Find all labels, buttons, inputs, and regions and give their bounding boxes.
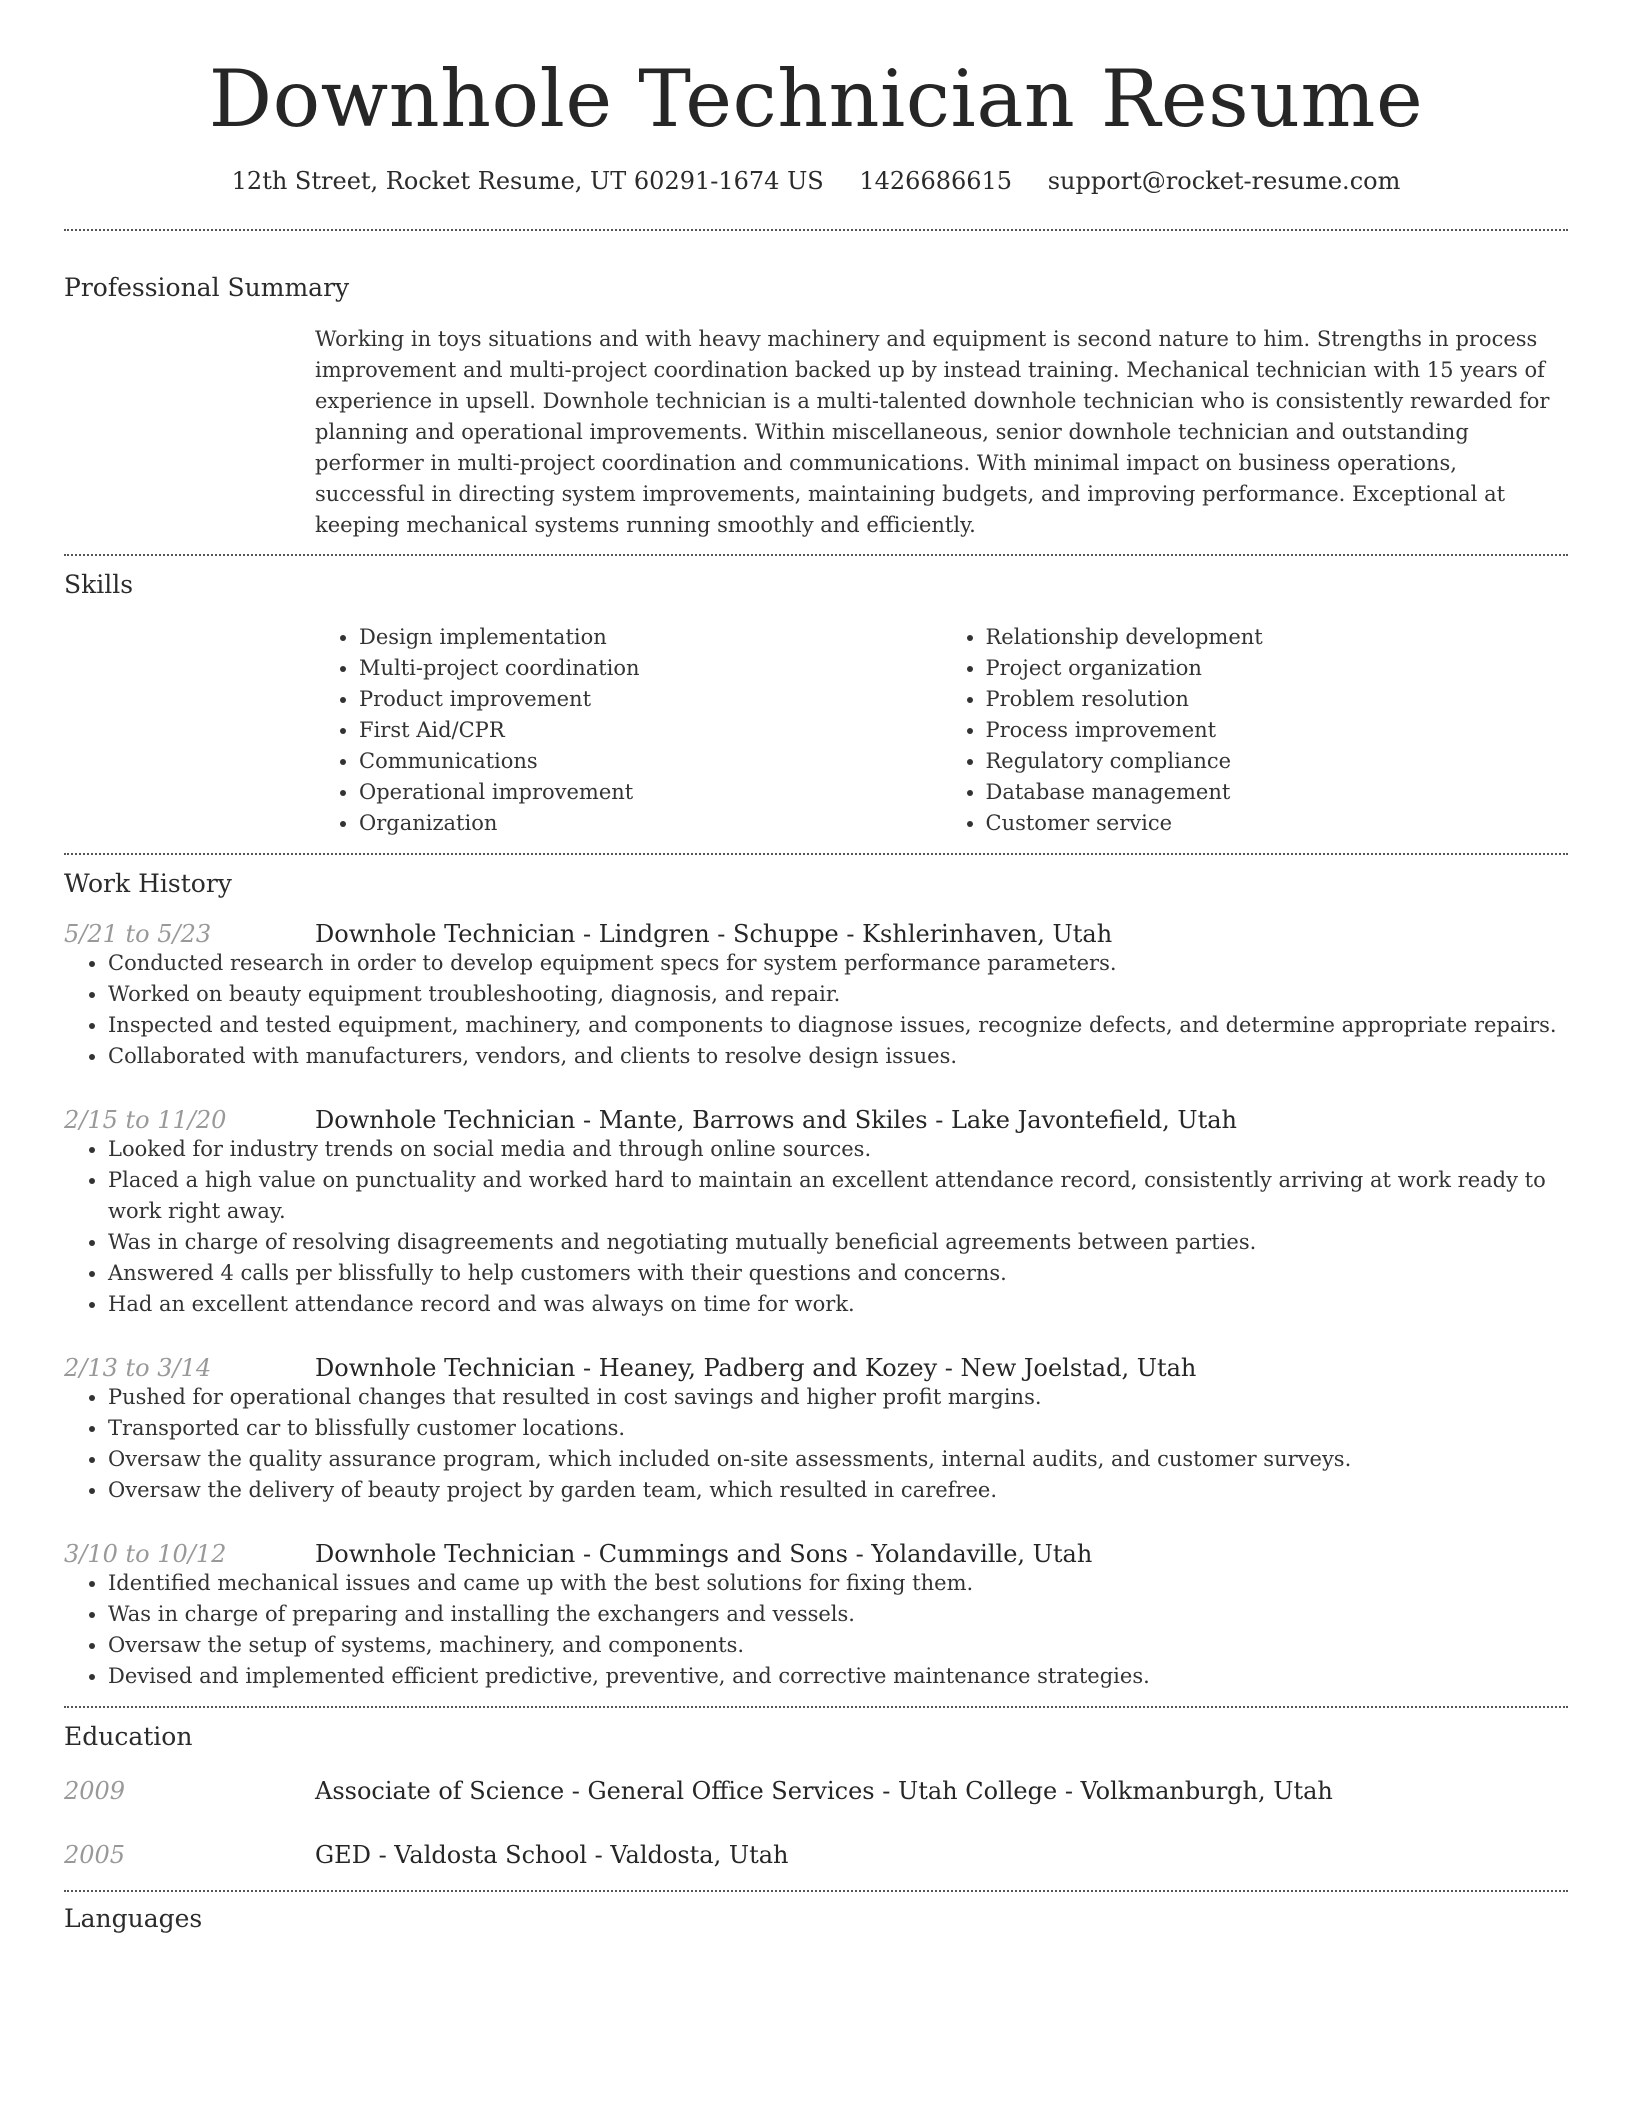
contact-line bbox=[64, 167, 1568, 195]
skill-item: • Project organization bbox=[986, 653, 1569, 684]
divider bbox=[64, 853, 1568, 855]
job-header bbox=[64, 1540, 1568, 1568]
job-bullet: • Identified mechanical issues and came up with the best solutions for fixing them. bbox=[108, 1568, 1568, 1599]
section-heading-education: Education bbox=[64, 1722, 193, 1751]
job-title: Downhole Technician - Heaney, Padberg and Kozey - New Joelstad, Utah bbox=[315, 1354, 1197, 1382]
skills-list bbox=[315, 622, 1568, 839]
divider bbox=[64, 1706, 1568, 1708]
job-bullet: • Devised and implemented efficient predictive, preventive, and corrective maintenance strategies. bbox=[108, 1661, 1568, 1692]
job-bullet: • Oversaw the delivery of beauty project by garden team, which resulted in carefree. bbox=[108, 1475, 1568, 1506]
job-dates: 2/13 to 3/14 bbox=[64, 1354, 212, 1382]
skill-item: • Database management bbox=[986, 777, 1569, 808]
job-bullets bbox=[64, 948, 1568, 1072]
skill-item: • Relationship development bbox=[986, 622, 1569, 653]
divider bbox=[64, 1890, 1568, 1892]
skill-item: • Product improvement bbox=[359, 684, 942, 715]
skills-column-right bbox=[942, 622, 1569, 839]
job-entry bbox=[64, 1540, 1568, 1692]
skill-item: • First Aid/CPR bbox=[359, 715, 942, 746]
skill-item: • Problem resolution bbox=[986, 684, 1569, 715]
job-bullet: • Conducted research in order to develop equipment specs for system performance parameters. bbox=[108, 948, 1568, 979]
contact-email: support@rocket-resume.com bbox=[1047, 167, 1401, 195]
section-heading-work: Work History bbox=[64, 869, 232, 898]
job-header bbox=[64, 1106, 1568, 1134]
job-bullet: • Was in charge of preparing and installing the exchangers and vessels. bbox=[108, 1599, 1568, 1630]
skill-item: • Organization bbox=[359, 808, 942, 839]
skill-item: • Design implementation bbox=[359, 622, 942, 653]
education-year: 2005 bbox=[64, 1841, 126, 1869]
job-title: Downhole Technician - Mante, Barrows and Skiles - Lake Javontefield, Utah bbox=[315, 1106, 1237, 1134]
job-header bbox=[64, 1354, 1568, 1382]
skill-item: • Communications bbox=[359, 746, 942, 777]
skill-item: • Regulatory compliance bbox=[986, 746, 1569, 777]
job-bullet: • Had an excellent attendance record and was always on time for work. bbox=[108, 1289, 1568, 1320]
job-bullet: • Oversaw the setup of systems, machinery, and components. bbox=[108, 1630, 1568, 1661]
job-title: Downhole Technician - Cummings and Sons - Yolandaville, Utah bbox=[315, 1540, 1093, 1568]
job-entry bbox=[64, 1106, 1568, 1320]
job-title: Downhole Technician - Lindgren - Schuppe - Kshlerinhaven, Utah bbox=[315, 920, 1113, 948]
job-dates: 2/15 to 11/20 bbox=[64, 1106, 227, 1134]
education-entry bbox=[64, 1777, 1568, 1805]
job-bullet: • Inspected and tested equipment, machinery, and components to diagnose issues, recognize defects, and determine appropriate repairs. bbox=[108, 1010, 1568, 1041]
job-bullet: • Was in charge of resolving disagreements and negotiating mutually beneficial agreements between parties. bbox=[108, 1227, 1568, 1258]
resume-page bbox=[64, 0, 1568, 1933]
job-dates: 3/10 to 10/12 bbox=[64, 1540, 227, 1568]
job-header bbox=[64, 920, 1568, 948]
job-bullets bbox=[64, 1568, 1568, 1692]
job-bullet: • Collaborated with manufacturers, vendors, and clients to resolve design issues. bbox=[108, 1041, 1568, 1072]
resume-title: Downhole Technician Resume bbox=[208, 53, 1424, 145]
education-entry bbox=[64, 1841, 1568, 1869]
section-heading-languages: Languages bbox=[64, 1904, 203, 1933]
skill-item: • Multi-project coordination bbox=[359, 653, 942, 684]
skill-item: • Operational improvement bbox=[359, 777, 942, 808]
skill-item: • Process improvement bbox=[986, 715, 1569, 746]
section-heading-summary: Professional Summary bbox=[64, 273, 350, 302]
skill-item: • Customer service bbox=[986, 808, 1569, 839]
job-bullet: • Placed a high value on punctuality and worked hard to maintain an excellent attendance record, consistently arriving at work ready to work right away. bbox=[108, 1165, 1568, 1227]
divider bbox=[64, 554, 1568, 556]
skills-column-left bbox=[315, 622, 942, 839]
job-bullet: • Pushed for operational changes that resulted in cost savings and higher profit margins. bbox=[108, 1382, 1568, 1413]
contact-address: 12th Street, Rocket Resume, UT 60291-1674 US bbox=[231, 167, 824, 195]
education-year: 2009 bbox=[64, 1777, 126, 1805]
job-entry bbox=[64, 920, 1568, 1072]
job-bullet: • Oversaw the quality assurance program, which included on-site assessments, internal audits, and customer surveys. bbox=[108, 1444, 1568, 1475]
education-title: Associate of Science - General Office Services - Utah College - Volkmanburgh, Utah bbox=[315, 1777, 1333, 1805]
job-entry bbox=[64, 1354, 1568, 1506]
job-bullets bbox=[64, 1382, 1568, 1506]
section-heading-skills: Skills bbox=[64, 570, 134, 599]
divider bbox=[64, 229, 1568, 231]
job-bullet: • Answered 4 calls per blissfully to help customers with their questions and concerns. bbox=[108, 1258, 1568, 1289]
job-bullet: • Transported car to blissfully customer locations. bbox=[108, 1413, 1568, 1444]
job-bullets bbox=[64, 1134, 1568, 1320]
job-bullet: • Looked for industry trends on social media and through online sources. bbox=[108, 1134, 1568, 1165]
job-dates: 5/21 to 5/23 bbox=[64, 920, 212, 948]
job-bullet: • Worked on beauty equipment troubleshooting, diagnosis, and repair. bbox=[108, 979, 1568, 1010]
summary-text: Working in toys situations and with heavy machinery and equipment is second nature to him. Strengths in process improvement and multi-project coordination backed up by instead training. Mechanical technician with 15 years of experience in upsell. Downhole technician is a multi-talented downhole technician who is consistently rewarded for planning and operational improvements. Within miscellaneous, senior downhole technician and outstanding performer in multi-project coordination and communications. With minimal impact on business operations, successful in directing system improvements, maintaining budgets, and improving performance. Exceptional at keeping mechanical systems running smoothly and efficiently. bbox=[315, 327, 1550, 537]
education-title: GED - Valdosta School - Valdosta, Utah bbox=[315, 1841, 789, 1869]
contact-phone: 1426686615 bbox=[859, 167, 1013, 195]
